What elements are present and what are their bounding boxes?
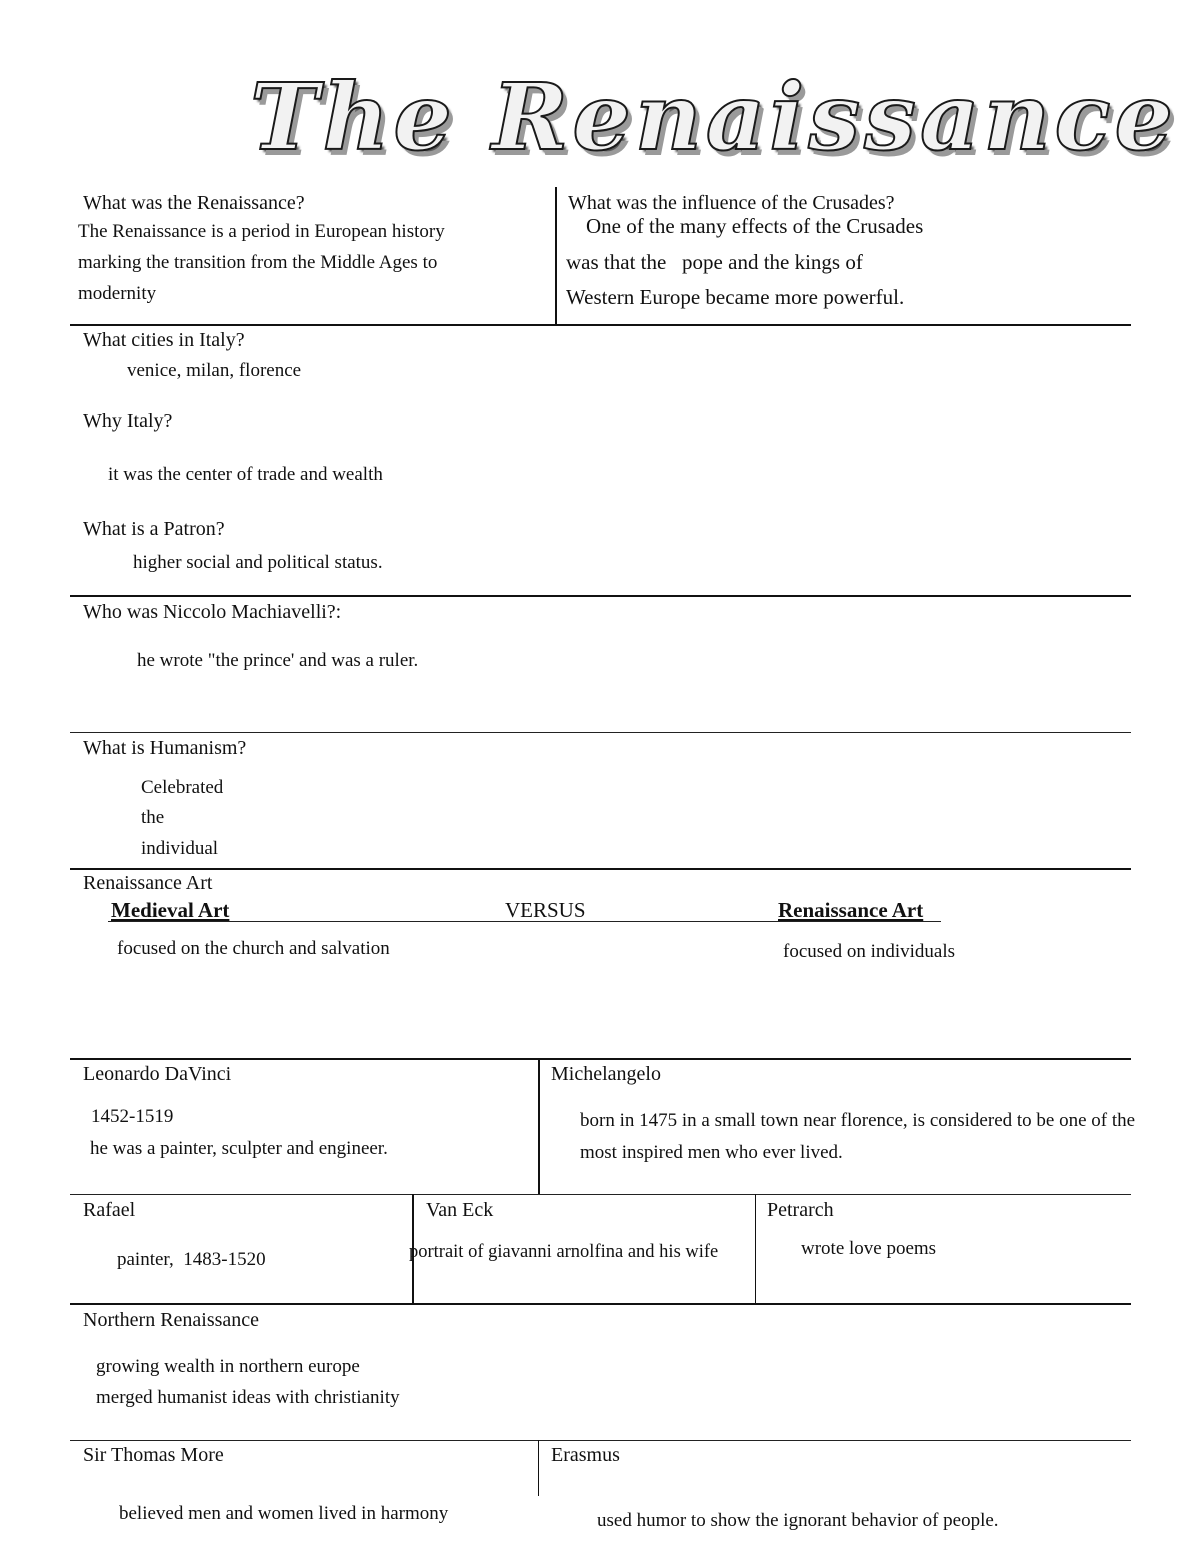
petrarch-name: Petrarch: [767, 1199, 834, 1221]
crusades-question: What was the influence of the Crusades?: [568, 192, 895, 214]
page-title-banner: [250, 58, 1177, 176]
northern-renaissance-line: merged humanist ideas with christianity: [96, 1387, 400, 1408]
renaissance-question: What was the Renaissance?: [83, 192, 305, 214]
renaissance-answer-line: marking the transition from the Middle Ages to: [78, 252, 438, 273]
humanism-answer-line: the: [141, 807, 165, 828]
michelangelo-line: born in 1475 in a small town near florence, is considered to be one of the: [580, 1110, 1136, 1131]
divider: [70, 1058, 1131, 1060]
northern-renaissance-name: Northern Renaissance: [83, 1309, 260, 1331]
humanism-answer-line: Celebrated: [141, 777, 224, 798]
patron-answer: higher social and political status.: [133, 552, 383, 573]
divider: [70, 595, 1131, 597]
michelangelo-line: most inspired men who ever lived.: [580, 1142, 843, 1163]
divider-vertical: [755, 1194, 756, 1304]
crusades-answer-line: One of the many effects of the Crusades: [586, 214, 924, 238]
rafael-answer: painter, 1483-1520: [117, 1249, 266, 1270]
davinci-line: 1452-1519: [91, 1106, 174, 1127]
divider-vertical: [538, 1440, 539, 1496]
divider: [70, 324, 1131, 326]
davinci-line: he was a painter, sculpter and engineer.: [90, 1138, 388, 1159]
michelangelo-name: Michelangelo: [551, 1063, 661, 1085]
divider: [70, 732, 1131, 733]
crusades-answer-line: was that the pope and the kings of: [566, 250, 863, 274]
divider: [70, 868, 1131, 870]
thomas-more-name: Sir Thomas More: [83, 1444, 224, 1466]
van-eck-answer: portrait of giavanni arnolfina and his wife: [409, 1242, 719, 1262]
humanism-answer-line: individual: [141, 838, 219, 859]
patron-question: What is a Patron?: [83, 518, 225, 540]
why-italy-answer: it was the center of trade and wealth: [108, 464, 383, 485]
erasmus-name: Erasmus: [551, 1444, 620, 1466]
cities-answer: venice, milan, florence: [127, 360, 302, 381]
art-header-underline: [108, 921, 941, 922]
rafael-name: Rafael: [83, 1199, 136, 1221]
divider: [70, 1194, 1131, 1195]
renaissance-answer-line: The Renaissance is a period in European history: [78, 221, 445, 242]
medieval-art-answer: focused on the church and salvation: [117, 938, 390, 959]
medieval-art-header: Medieval Art: [111, 898, 230, 922]
davinci-name: Leonardo DaVinci: [83, 1063, 232, 1085]
humanism-question: What is Humanism?: [83, 737, 247, 759]
renaissance-art-answer: focused on individuals: [783, 941, 956, 962]
thomas-more-answer: believed men and women lived in harmony: [119, 1503, 449, 1524]
divider: [70, 1440, 1131, 1441]
erasmus-answer: used humor to show the ignorant behavior of people.: [597, 1510, 999, 1531]
machiavelli-question: Who was Niccolo Machiavelli?:: [83, 601, 342, 623]
divider: [70, 1303, 1131, 1305]
versus-label: VERSUS: [505, 898, 586, 922]
divider-vertical: [555, 187, 557, 325]
why-italy-question: Why Italy?: [83, 410, 173, 432]
cities-question: What cities in Italy?: [83, 329, 245, 351]
divider-vertical: [538, 1058, 540, 1195]
petrarch-answer: wrote love poems: [801, 1238, 937, 1259]
northern-renaissance-line: growing wealth in northern europe: [96, 1356, 360, 1377]
page-title: The Renaissance: [250, 63, 1177, 171]
crusades-answer-line: Western Europe became more powerful.: [566, 285, 905, 309]
renaissance-answer-line: modernity: [78, 283, 157, 304]
renaissance-art-header: Renaissance Art: [778, 898, 924, 922]
art-heading: Renaissance Art: [83, 872, 213, 894]
machiavelli-answer: he wrote "the prince' and was a ruler.: [137, 650, 419, 671]
van-eck-name: Van Eck: [426, 1199, 494, 1221]
